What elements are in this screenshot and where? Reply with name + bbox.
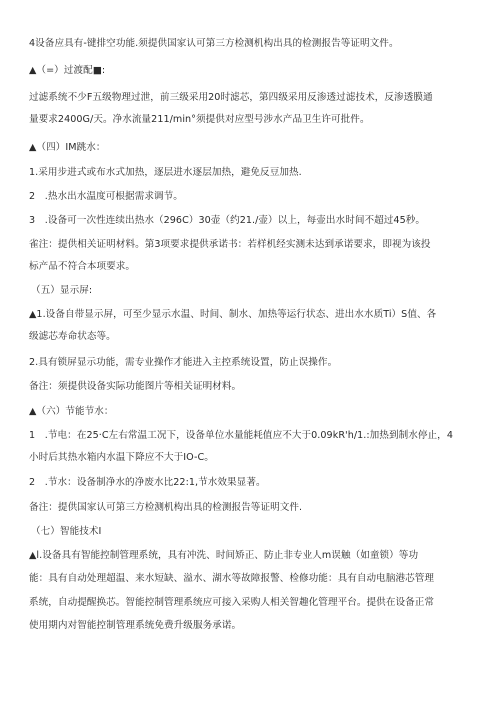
doc-line-13: 级滤芯寿命状态等。: [29, 331, 116, 342]
doc-line-10: 标产品不符合本项要求。: [29, 261, 136, 272]
doc-line-3: 过滤系统不少F五级物理过泄，前三级采用20时滤芯，第四级采用反渗透过滤技术，反渗透膜通: [29, 92, 433, 103]
doc-line-6: 1.采用步进式或布水式加热，逐层进水逐层加热，避免反豆加热.: [29, 167, 302, 178]
doc-line-18: 小时后其热水箱内水温下降应不大于IO-C。: [29, 452, 214, 463]
section-heading-smart-tech: （七）智能技术I: [31, 526, 102, 537]
doc-line-9: 雀注：提供相关证明材料。第3项要求提供承诺书：若样机经实测未达到承诺要求，即视为该投: [29, 239, 431, 250]
section-heading-filter-config: ▲（=）过渡配■:: [29, 65, 106, 76]
doc-line-23: 能：具有自动处理超温、来水短缺、溢水、湖水等故障报警、检修功能：具有自动电脑港芯管理: [29, 573, 435, 584]
section-heading-display: （五）显示屏:: [31, 285, 93, 296]
doc-line-1: 4设备应具有-键排空功能.须提供国家认可第三方检测机构出具的检测报告等证明文件。: [29, 38, 399, 49]
doc-line-14: 2.具有锁屏显示功能，需专业操作才能进入主控系统设置，防止误操作。: [29, 357, 338, 368]
doc-line-25: 使用期内对智能控制管理系统免费升级服务承诺。: [29, 620, 242, 631]
doc-line-24: 系统，自动提醒换芯。智能控制管理系统应可接入采购人相关智趣化管理平台。提供在设备正常: [29, 597, 435, 608]
doc-line-7: 2 .热水出水温度可根据需求调节。: [29, 191, 183, 202]
doc-line-15: 备注：须提供设备实际功能图片等相关证明材料。: [29, 381, 242, 392]
doc-line-19: 2 .节水：设备制净水的净废水比22:1,节水效果显著。: [29, 477, 266, 488]
doc-line-8: 3 .设备可一次性连续出热水（296C）30壶（约21./壶）以上，每壶出水时间不超过45秒。: [29, 215, 426, 226]
doc-line-22: ▲l.设备具有智能控制管理系统，具有冲洗、时间矫正、防止非专业人m误触（如童锁）等功: [29, 550, 419, 561]
doc-line-12: ▲1.设备自带显示屏，可至少显示水温、时间、制水、加热等运行状态、进出水水质Ti）S值、各: [29, 309, 437, 320]
doc-line-4: 量要求2400G/天。净水流量211/min°须提供对应型号涉水产品卫生许可批件。: [29, 114, 370, 125]
doc-line-17: 1 .节电：在25·C左右常温工况下，设备单位水量能耗值应不大于0.09kR'h/1.:加热到制水停止，4: [29, 430, 453, 441]
doc-line-20: 备注：提供国家认可第三方检测机构出具的检测报告等证明文件.: [29, 502, 303, 513]
section-heading-energy: ▲（六）节能节水：: [29, 406, 114, 417]
section-heading-hot-water: ▲（四）IM跳水：: [29, 142, 106, 153]
